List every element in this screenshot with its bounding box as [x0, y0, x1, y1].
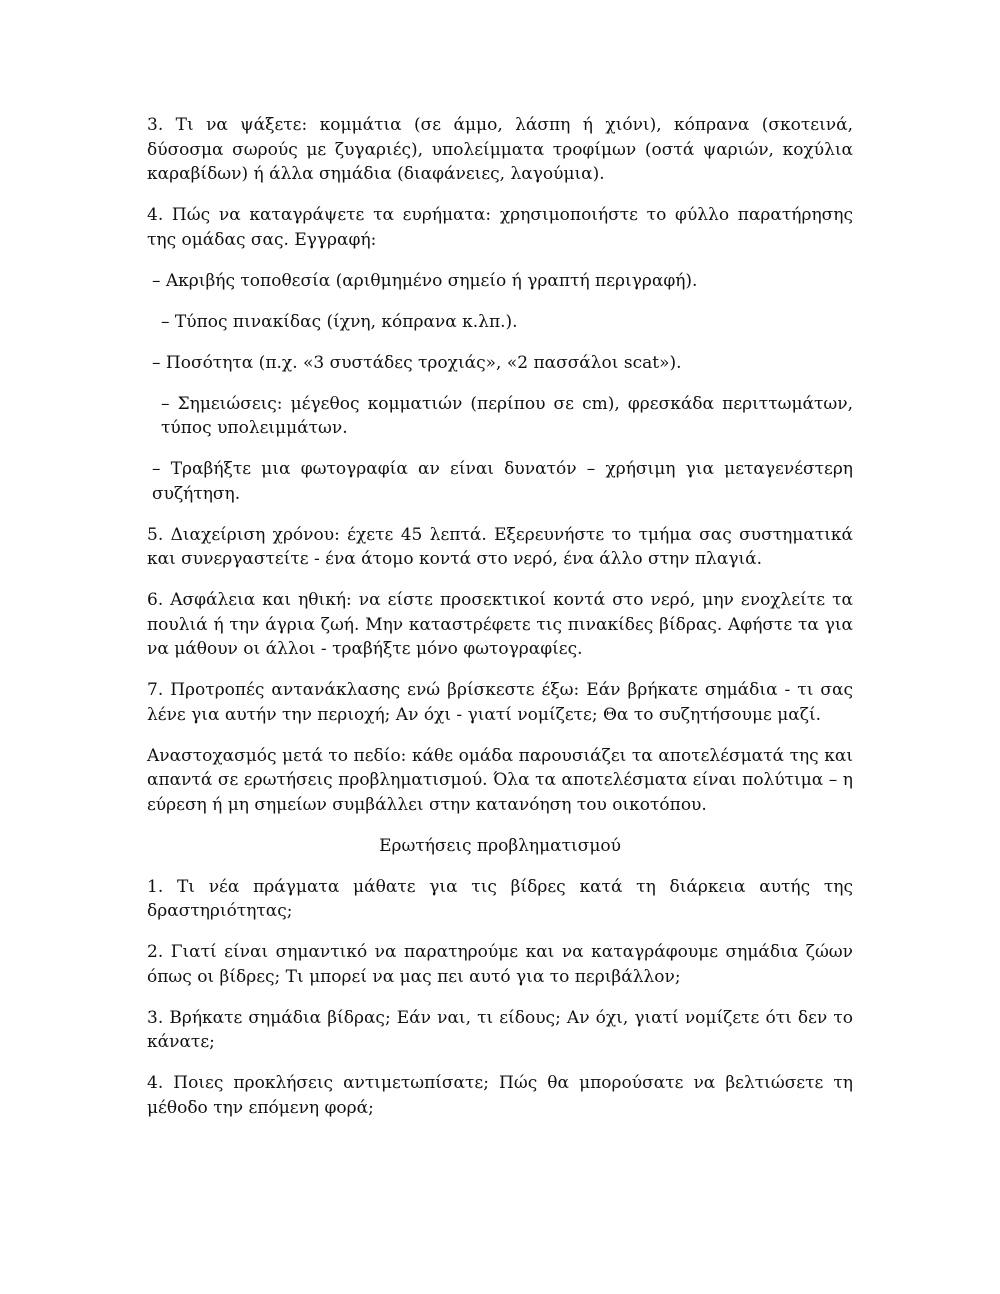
document-page	[147, 113, 853, 1137]
questions-heading: Ερωτήσεις προβληματισμού	[379, 835, 621, 856]
paragraph-time-management: 5. Διαχείριση χρόνου: έχετε 45 λεπτά. Εξερευνήστε το τμήμα σας συστηματικά και συνεργαστείτε - ένα άτομο κοντά στο νερό, ένα άλλο στην πλαγιά.	[147, 524, 853, 569]
list-item-quantity: – Ποσότητα (π.χ. «3 συστάδες τροχιάς», «2 πασσάλοι scat»).	[152, 352, 682, 373]
paragraph-post-field-reflection: Αναστοχασμός μετά το πεδίο: κάθε ομάδα παρουσιάζει τα αποτελέσματά της και απαντά σε ερωτήσεις προβληματισμού. Όλα τα αποτελέσματα είναι πολύτιμα – η εύρεση ή μη σημείων συμβάλλει στην κατανόηση του οικοτόπου.	[147, 745, 853, 815]
question-item: 3. Βρήκατε σημάδια βίδρας; Εάν ναι, τι είδους; Αν όχι, γιατί νομίζετε ότι δεν το κάνατε;	[147, 1007, 853, 1052]
list-item-photo: – Τραβήξτε μια φωτογραφία αν είναι δυνατόν – χρήσιμη για μεταγενέστερη συζήτηση.	[152, 459, 853, 504]
list-item-sign-type: – Τύπος πινακίδας (ίχνη, κόπρανα κ.λπ.).	[161, 311, 518, 332]
paragraph-safety-ethics: 6. Ασφάλεια και ηθική: να είστε προσεκτικοί κοντά στο νερό, μην ενοχλείτε τα πουλιά ή την άγρια ζωή. Μην καταστρέφετε τις πινακίδες βίδρας. Αφήστε τα για να μάθουν οι άλλοι - τραβήξτε μόνο φωτογραφίες.	[147, 590, 853, 659]
list-item-notes: – Σημειώσεις: μέγεθος κομματιών (περίπου σε cm), φρεσκάδα περιττωμάτων, τύπος υπολειμμάτων.	[161, 393, 853, 438]
paragraph-how-to-record: 4. Πώς να καταγράψετε τα ευρήματα: χρησιμοποιήστε το φύλλο παρατήρησης της ομάδας σας. Εγγραφή:	[147, 205, 853, 250]
question-item: 4. Ποιες προκλήσεις αντιμετωπίσατε; Πώς θα μπορούσατε να βελτιώσετε τη μέθοδο την επόμενη φορά;	[147, 1073, 853, 1118]
list-item-location: – Ακριβής τοποθεσία (αριθμημένο σημείο ή γραπτή περιγραφή).	[152, 270, 698, 291]
question-item: 2. Γιατί είναι σημαντικό να παρατηρούμε και να καταγράφουμε σημάδια ζώων όπως οι βίδρες; Τι μπορεί να μας πει αυτό για το περιβάλλον;	[147, 942, 853, 987]
paragraph-what-to-look-for: 3. Τι να ψάξετε: κομμάτια (σε άμμο, λάσπη ή χιόνι), κόπρανα (σκοτεινά, δύσοσμα σωρούς με ζυγαριές), υπολείμματα τροφίμων (οστά ψαριών, κοχύλια καραβίδων) ή άλλα σημάδια (διαφάνειες, λαγούμια).	[147, 115, 853, 184]
paragraph-reflection-prompts: 7. Προτροπές αντανάκλασης ενώ βρίσκεστε έξω: Εάν βρήκατε σημάδια - τι σας λένε για αυτήν την περιοχή; Αν όχι - γιατί νομίζετε; Θα το συζητήσουμε μαζί.	[147, 680, 853, 725]
question-item: 1. Τι νέα πράγματα μάθατε για τις βίδρες κατά τη διάρκεια αυτής της δραστηριότητας;	[147, 876, 853, 921]
